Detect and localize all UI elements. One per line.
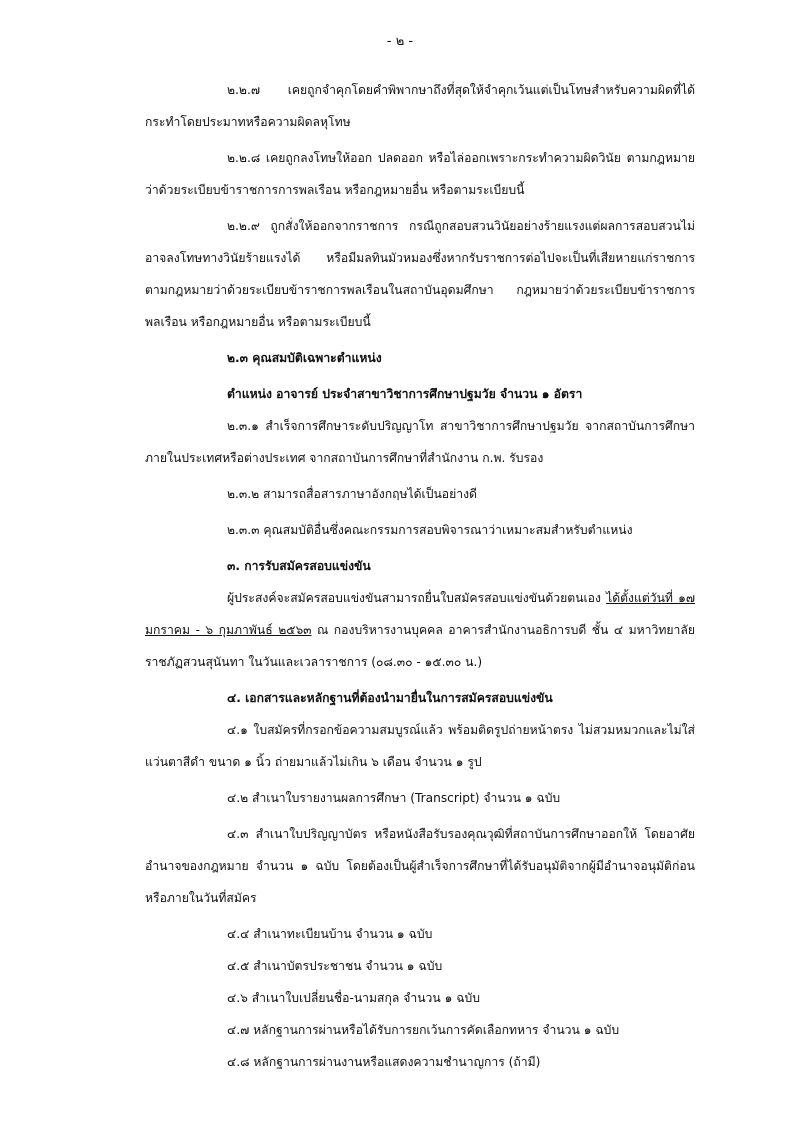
position-heading: ตำแหน่ง อาจารย์ ประจำสาขาวิชาการศึกษาปฐมวัย จำนวน ๑ อัตรา: [227, 387, 583, 401]
heading-2-3: ๒.๓ คุณสมบัติเฉพาะตำแหน่ง: [227, 351, 382, 365]
clause-2-3-2: ๒.๓.๒ สามารถสื่อสารภาษาอังกฤษได้เป็นอย่างดี: [227, 487, 477, 501]
clause-4-3: ๔.๓ สำเนาใบปริญญาบัตร หรือหนังสือรับรองคุณวุฒิที่สถาบันการศึกษาออกให้ โดยอาศัยอำนาจของกฎหมาย จำนวน ๑ ฉบับ โดยต้องเป็นผู้สำเร็จการศึกษาที่ได้รับอนุมัติจากผู้มีอำนาจอนุมัติก่อนหรือภายในวันที่สมัคร: [145, 827, 695, 905]
application-text-end: ณ กองบริหารงานบุคคล อาคารสำนักงานอธิการบดี ชั้น ๔ มหาวิทยาลัยราชภัฏสวนสุนันทา ในวันและเวลาราชการ (๐๘.๓๐ - ๑๕.๓๐ น.): [145, 623, 695, 669]
clause-4-7: ๔.๗ หลักฐานการผ่านหรือได้รับการยกเว้นการคัดเลือกทหาร จำนวน ๑ ฉบับ: [227, 1023, 620, 1037]
application-paragraph: [145, 582, 695, 678]
clause-4-2: ๔.๒ สำเนาใบรายงานผลการศึกษา (Transcript) จำนวน ๑ ฉบับ: [227, 791, 561, 805]
clause-2-3-3: ๒.๓.๓ คุณสมบัติอื่นซึ่งคณะกรรมการสอบพิจารณาว่าเหมาะสมสำหรับตำแหน่ง: [227, 523, 633, 537]
heading-4: ๔. เอกสารและหลักฐานที่ต้องนำมายื่นในการสมัครสอบแข่งขัน: [227, 691, 553, 705]
application-dates: ได้ตั้งแต่วันที่ ๑๗ มกราคม - ๖ กุมภาพันธ์ ๒๕๖๓: [145, 591, 695, 637]
clause-4-8: ๔.๘ หลักฐานการผ่านงานหรือแสดงความชำนาญการ (ถ้ามี): [227, 1055, 541, 1069]
clause-2-2-9: ๒.๒.๙ ถูกสั่งให้ออกจากราชการ กรณีถูกสอบสวนวินัยอย่างร้ายแรงแต่ผลการสอบสวนไม่อาจลงโทษทางวินัยร้ายแรงได้ หรือมีมลทินมัวหมองซึ่งหากรับราชการต่อไปจะเป็นที่เสียหายแก่ราชการตามกฎหมายว่าด้วยระเบียบข้าราชการพลเรือนในสถาบันอุดมศึกษา กฎหมายว่าด้วยระเบียบข้าราชการพลเรือน หรือกฎหมายอื่น หรือตามระเบียบนี้: [145, 219, 695, 329]
clause-4-5: ๔.๕ สำเนาบัตรประชาชน จำนวน ๑ ฉบับ: [227, 959, 443, 973]
clause-4-4: ๔.๔ สำเนาทะเบียนบ้าน จำนวน ๑ ฉบับ: [227, 927, 433, 941]
clause-2-2-8: ๒.๒.๘ เคยถูกลงโทษให้ออก ปลดออก หรือไล่ออกเพราะกระทำความผิดวินัย ตามกฎหมายว่าด้วยระเบียบข้าราชการการพลเรือน หรือกฎหมายอื่น หรือตามระเบียบนี้: [145, 151, 695, 197]
page-number: - ๒ -: [386, 34, 414, 49]
clause-2-2-7: ๒.๒.๗ เคยถูกจำคุกโดยคำพิพากษาถึงที่สุดให้จำคุกเว้นแต่เป็นโทษสำหรับความผิดที่ได้กระทำโดยประมาทหรือความผิดลหุโทษ: [145, 83, 695, 129]
application-text-start: ผู้ประสงค์จะสมัครสอบแข่งขันสามารถยื่นใบสมัครสอบแข่งขันด้วยตนเอง: [227, 591, 607, 605]
clause-4-6: ๔.๖ สำเนาใบเปลี่ยนชื่อ-นามสกุล จำนวน ๑ ฉบับ: [227, 991, 480, 1005]
document-body: [145, 74, 695, 1078]
clause-2-3-1: ๒.๓.๑ สำเร็จการศึกษาระดับปริญญาโท สาขาวิชาการศึกษาปฐมวัย จากสถาบันการศึกษาภายในประเทศหรือต่างประเทศ จากสถาบันการศึกษาที่สำนักงาน ก.พ. รับรอง: [145, 419, 695, 465]
heading-3: ๓. การรับสมัครสอบแข่งขัน: [227, 559, 371, 573]
clause-4-1: ๔.๑ ใบสมัครที่กรอกข้อความสมบูรณ์แล้ว พร้อมติดรูปถ่ายหน้าตรง ไม่สวมหมวกและไม่ใส่แว่นตาสีดำ ขนาด ๑ นิ้ว ถ่ายมาแล้วไม่เกิน ๖ เดือน จำนวน ๑ รูป: [145, 723, 695, 769]
